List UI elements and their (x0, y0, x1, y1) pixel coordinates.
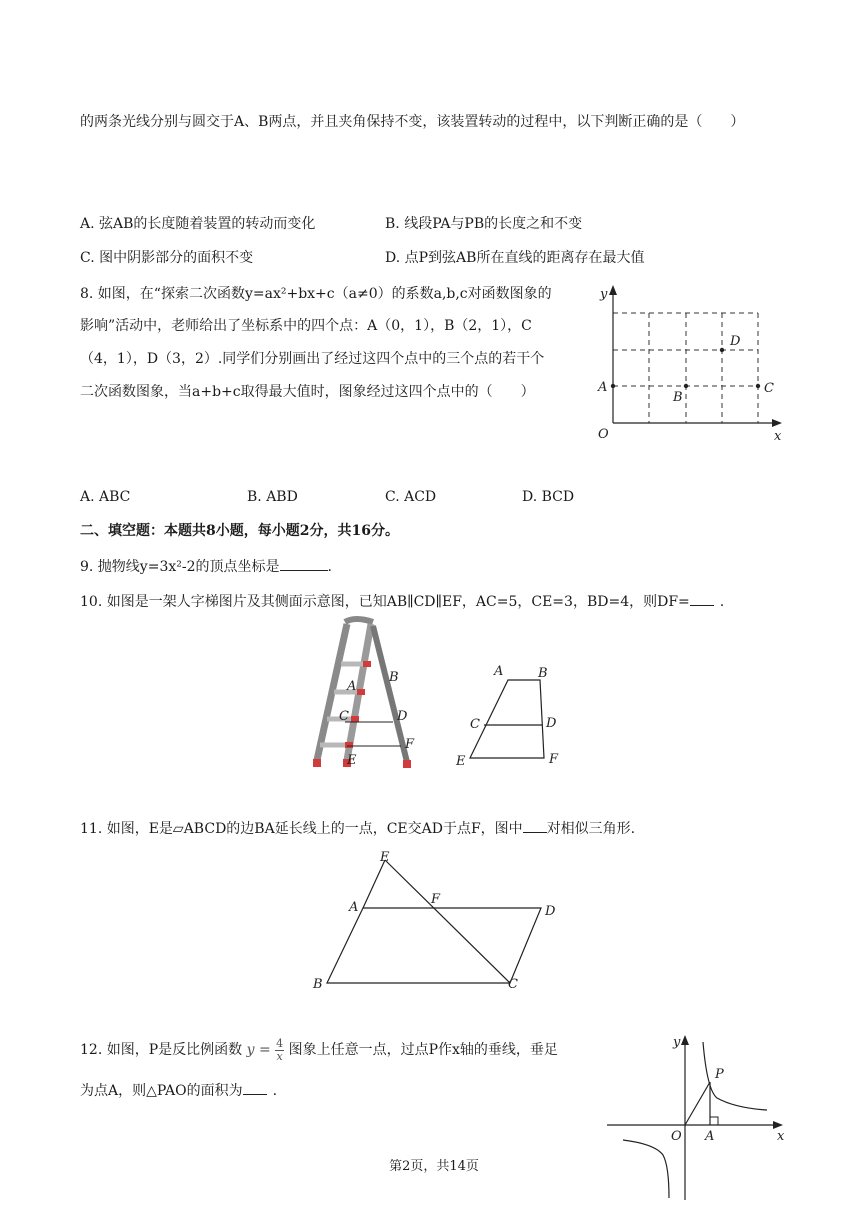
q10-stem: 10. 如图是一架人字梯图片及其侧面示意图，已知AB∥CD∥EF，AC=5，CE=3，BD=4，则DF= (80, 594, 690, 610)
q10-photo-label-b: B (389, 670, 399, 685)
q12-stem-continued: 图象上任意一点，过点P作x轴的垂线，垂足 (288, 1042, 558, 1058)
page-footer: 第2页，共14页 (389, 1159, 479, 1174)
q12-fig-y-label: y (673, 1035, 681, 1050)
q7-option-d: D. 点P到弦AB所在直线的距离存在最大值 (385, 250, 645, 266)
q11-label-f: F (431, 892, 441, 907)
q12-fraction-denominator: x (276, 1049, 283, 1063)
q8-fig-x-label: x (774, 429, 782, 444)
q8-fig-y-label: y (600, 287, 608, 302)
q11-stem: 11. 如图，E是▱ABCD的边BA延长线上的一点，CE交AD于点F，图中 (80, 821, 523, 837)
q10-side-view-diagram (450, 655, 570, 775)
q10-diagram-label-d: D (546, 716, 557, 731)
q10-ladder-photo (305, 612, 420, 782)
q10-diagram-label-b: B (538, 666, 548, 681)
q11-text (80, 818, 635, 839)
q12-fig-label-p: P (715, 1067, 724, 1082)
q12-fraction-numerator: 4 (276, 1036, 284, 1050)
q9-answer-blank[interactable] (280, 556, 328, 571)
q12-function-lhs: y = (246, 1042, 271, 1058)
q10-photo-label-f: F (405, 737, 415, 752)
q10-diagram-label-a: A (494, 664, 504, 679)
q8-fig-label-d: D (730, 334, 741, 349)
q8-line-1: 8. 如图，在“探索二次函数y=ax²+bx+c（a≠0）的系数a,b,c对函数图象的 (80, 286, 552, 302)
q11-answer-blank[interactable] (523, 818, 547, 833)
q10-end: . (719, 594, 725, 610)
q10-diagram-label-f: F (549, 752, 559, 767)
q12-line-2-text: 为点A，则△PAO的面积为 (80, 1083, 243, 1099)
q12-fig-origin-label: O (671, 1129, 682, 1144)
q11-label-b: B (313, 977, 323, 992)
q7-option-a: A. 弦AB的长度随着装置的转动而变化 (80, 216, 316, 232)
q12-line-2 (80, 1080, 277, 1101)
q8-coordinate-grid-figure (590, 280, 790, 445)
q9-end: . (327, 559, 332, 575)
q8-line-2: 影响”活动中，老师给出了坐标系中的四个点：A（0，1），B（2，1），C (80, 318, 532, 334)
section-heading-fill-in: 二、填空题：本题共8小题，每小题2分，共16分。 (80, 523, 399, 539)
q8-option-b: B. ABD (247, 489, 298, 505)
q12-fig-x-label: x (777, 1129, 785, 1144)
q8-fig-label-b: B (673, 390, 683, 405)
q10-photo-label-e: E (347, 753, 357, 768)
q7-stem: 的两条光线分别与圆交于A、B两点，并且夹角保持不变，该装置转动的过程中，以下判断正确的是（ ） (80, 114, 745, 130)
q10-photo-label-d: D (397, 709, 408, 724)
q8-fig-origin-label: O (598, 427, 609, 442)
q8-option-c: C. ACD (385, 489, 437, 505)
q9-stem: 9. 抛物线y=3x²-2的顶点坐标是 (80, 559, 280, 575)
q8-fig-label-a: A (598, 380, 608, 395)
q10-photo-label-c: C (339, 709, 349, 724)
q10-photo-label-a: A (347, 679, 357, 694)
q12-end: . (272, 1083, 278, 1099)
q10-diagram-label-e: E (456, 754, 466, 769)
q10-text (80, 591, 724, 612)
q7-option-b: B. 线段PA与PB的长度之和不变 (385, 216, 583, 232)
q12-fraction (275, 1038, 284, 1063)
q8-option-a: A. ABC (80, 489, 131, 505)
q10-answer-blank[interactable] (690, 591, 714, 606)
q8-fig-label-c: C (764, 381, 774, 396)
q12-fig-label-a: A (705, 1129, 715, 1144)
q7-option-c: C. 图中阴影部分的面积不变 (80, 250, 254, 266)
q12-line-1 (80, 1037, 558, 1063)
q8-option-d: D. BCD (522, 489, 575, 505)
q10-diagram-label-c: C (470, 717, 480, 732)
q8-line-4: 二次函数图象，当a+b+c取得最大值时，图象经过这四个点中的（ ） (80, 384, 535, 400)
q11-parallelogram-figure (305, 845, 575, 995)
q11-label-d: D (545, 904, 556, 919)
q11-label-c: C (508, 977, 518, 992)
q12-answer-blank[interactable] (243, 1080, 267, 1095)
q11-label-a: A (349, 900, 359, 915)
q11-end: 对相似三角形. (546, 821, 636, 837)
q11-label-e: E (380, 850, 390, 865)
q12-stem: 12. 如图，P是反比例函数 (80, 1042, 243, 1058)
q8-line-3: （4，1），D（3，2）.同学们分别画出了经过这四个点中的三个点的若干个 (80, 351, 545, 367)
q9-text (80, 556, 332, 577)
